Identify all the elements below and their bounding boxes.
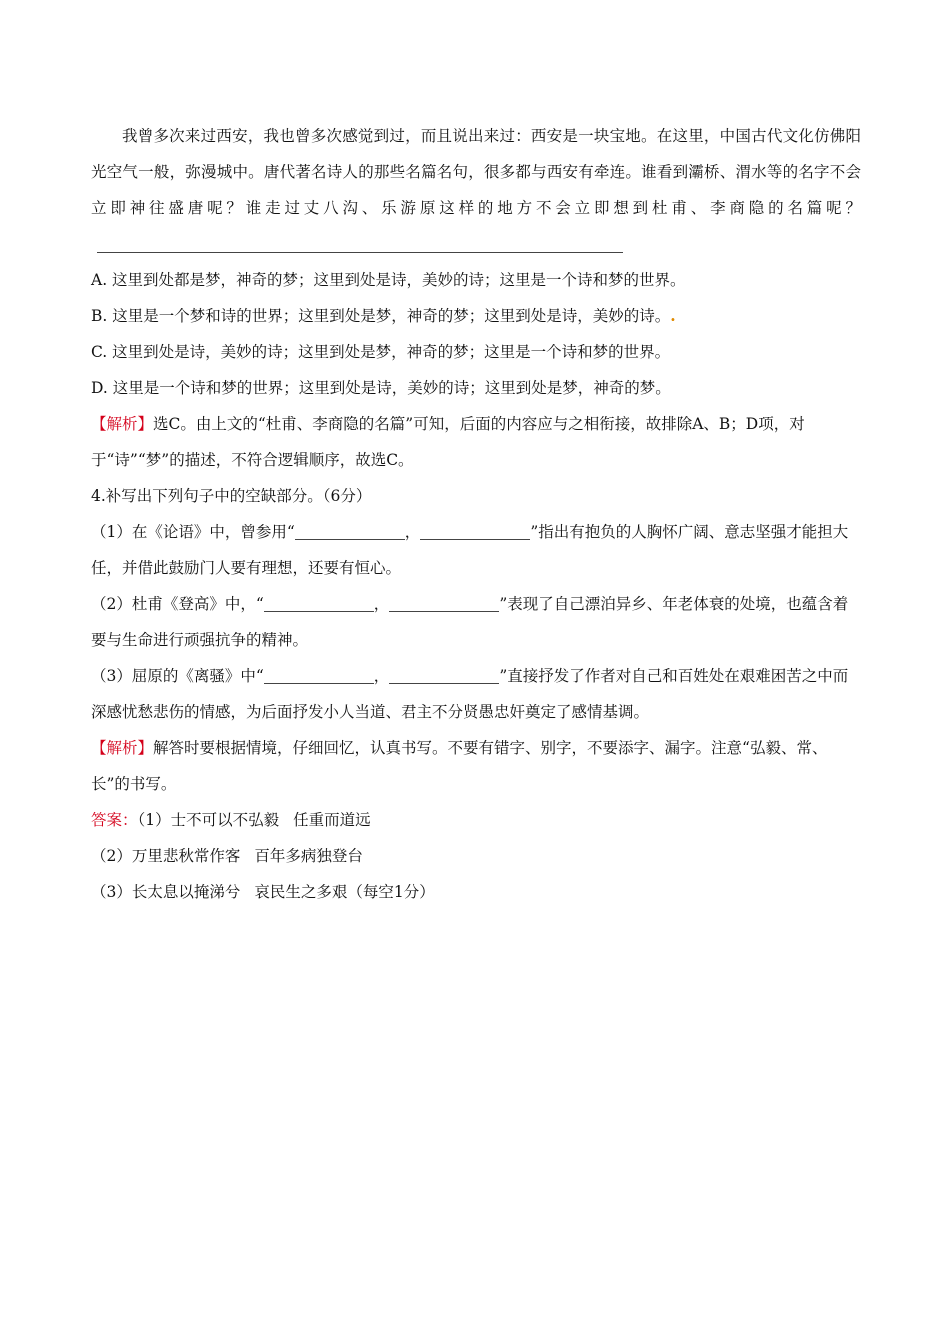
analysis-text: 解答时要根据情境，仔细回忆，认真书写。不要有错字、别字，不要添字、漏字。注意“弘毅、常、长”的书写。 [91, 739, 828, 793]
option-b: B. 这里是一个梦和诗的世界；这里到处是梦，神奇的梦；这里到处是诗，美妙的诗。. [91, 306, 676, 325]
question-4-item-1: （1）在《论语》中，曾参用“ ， ”指出有抱负的人胸怀广阔、意志坚强才能担大任，并借此鼓励门人要有理想，还要有恒心。 [91, 523, 849, 577]
passage-text: 我曾多次来过西安，我也曾多次感觉到过，而且说出来过：西安是一块宝地。在这里，中国古代文化仿佛阳光空气一般，弥漫城中。唐代著名诗人的那些名篇名句，很多都与西安有牵连。谁看到灞桥、渭水等的名字不会立即神往盛唐呢？谁走过丈八沟、乐游原这样的地方不会立即想到杜甫、李商隐的名篇呢？ [91, 127, 861, 217]
answer-line-1: 答案：（1）士不可以不弘毅 任重而道远 [91, 811, 371, 829]
option-a: A. 这里到处都是梦，神奇的梦；这里到处是诗，美妙的诗；这里是一个诗和梦的世界。 [91, 271, 686, 289]
analysis-1 [91, 406, 861, 478]
fill-blank[interactable] [264, 667, 374, 684]
option-c: C. 这里到处是诗，美妙的诗；这里到处是梦，神奇的梦；这里是一个诗和梦的世界。 [91, 343, 671, 361]
passage-paragraph [91, 118, 861, 262]
option-d: D. 这里是一个诗和梦的世界；这里到处是诗，美妙的诗；这里到处是梦，神奇的梦。 [91, 379, 671, 397]
analysis-label: 【解析】 [91, 415, 154, 433]
fill-blank[interactable] [295, 523, 405, 540]
answer-blank[interactable] [97, 234, 623, 253]
analysis-text: 选C。由上文的“杜甫、李商隐的名篇”可知，后面的内容应与之相衔接，故排除A、B；D项，对于“诗”“梦”的描述，不符合逻辑顺序，故选C。 [91, 415, 805, 469]
fill-blank[interactable] [389, 667, 499, 684]
question-4-item-2: （2）杜甫《登高》中，“ ， ”表现了自己漂泊异乡、年老体衰的处境，也蕴含着要与生命进行顽强抗争的精神。 [91, 595, 849, 649]
question-4-title: 4.补写出下列句子中的空缺部分。（6分） [91, 487, 372, 505]
analysis-2 [91, 730, 861, 802]
fill-blank[interactable] [420, 523, 530, 540]
document-content [91, 118, 861, 910]
analysis-label: 【解析】 [91, 739, 154, 757]
fill-blank[interactable] [389, 595, 499, 612]
answer-line-3: （3）长太息以掩涕兮 哀民生之多艰（每空1分） [91, 883, 435, 901]
question-4-item-3: （3）屈原的《离骚》中“ ， ”直接抒发了作者对自己和百姓处在艰难困苦之中而深感忧愁悲伤的情感，为后面抒发小人当道、君主不分贤愚忠奸奠定了感情基调。 [91, 667, 849, 721]
fill-blank[interactable] [264, 595, 374, 612]
answer-label: 答案： [91, 811, 138, 829]
answer-line-2: （2）万里悲秋常作客 百年多病独登台 [91, 847, 363, 865]
mark-dot: . [670, 306, 676, 325]
